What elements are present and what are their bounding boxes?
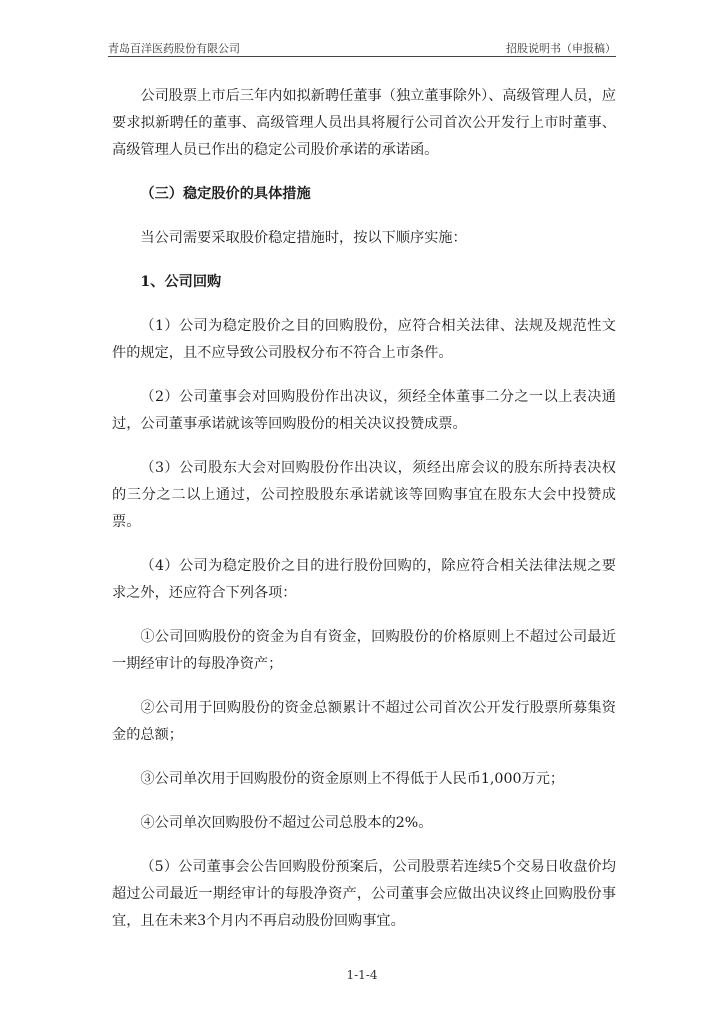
section-heading-measures: （三）稳定股价的具体措施: [140, 186, 311, 202]
paragraph-new-directors: 公司股票上市后三年内如拟新聘任董事（独立董事除外）、高级管理人员，应要求拟新聘任的董事、高级管理人员出具将履行公司首次公开发行上市时董事、高级管理人员已作出的稳定公司股价承诺的承诺函。: [112, 88, 616, 158]
paragraph-subitem-2: ②公司用于回购股份的资金总额累计不超过公司首次公开发行股票所募集资金的总额；: [112, 700, 616, 743]
header-company-name: 青岛百洋医药股份有限公司: [108, 42, 240, 55]
paragraph-item-1: （1）公司为稳定股价之目的回购股份，应符合相关法律、法规及规范性文件的规定，且不应导致公司股权分布不符合上市条件。: [112, 318, 616, 361]
subheading-company-buyback: 1、公司回购: [140, 274, 222, 290]
paragraph-subitem-1: ①公司回购股份的资金为自有资金，回购股份的价格原则上不超过公司最近一期经审计的每股净资产；: [112, 629, 616, 672]
paragraph-item-2: （2）公司董事会对回购股份作出决议，须经全体董事二分之一以上表决通过，公司董事承诺就该等回购股份的相关决议投赞成票。: [112, 389, 616, 432]
document-body: [112, 83, 616, 952]
paragraph-subitem-3: ③公司单次用于回购股份的资金原则上不得低于人民币1,000万元；: [140, 771, 565, 787]
page-number: 1-1-4: [346, 968, 378, 982]
page-header: [108, 36, 616, 57]
header-document-type: 招股说明书（申报稿）: [506, 42, 616, 55]
paragraph-item-4: （4）公司为稳定股价之目的进行股份回购的，除应符合相关法律法规之要求之外，还应符合下列各项：: [112, 558, 616, 601]
paragraph-item-5: （5）公司董事会公告回购股份预案后，公司股票若连续5个交易日收盘价均超过公司最近一期经审计的每股净资产，公司董事会应做出决议终止回购股份事宜，且在未来3个月内不再启动股份回购事宜。: [112, 859, 616, 929]
paragraph-order-intro: 当公司需要采取股价稳定措施时，按以下顺序实施：: [140, 230, 467, 246]
paragraph-item-3: （3）公司股东大会对回购股份作出决议，须经出席会议的股东所持表决权的三分之二以上通过，公司控股股东承诺就该等回购事宜在股东大会中投赞成票。: [112, 460, 616, 530]
paragraph-subitem-4: ④公司单次回购股份不超过公司总股本的2%。: [140, 815, 433, 831]
